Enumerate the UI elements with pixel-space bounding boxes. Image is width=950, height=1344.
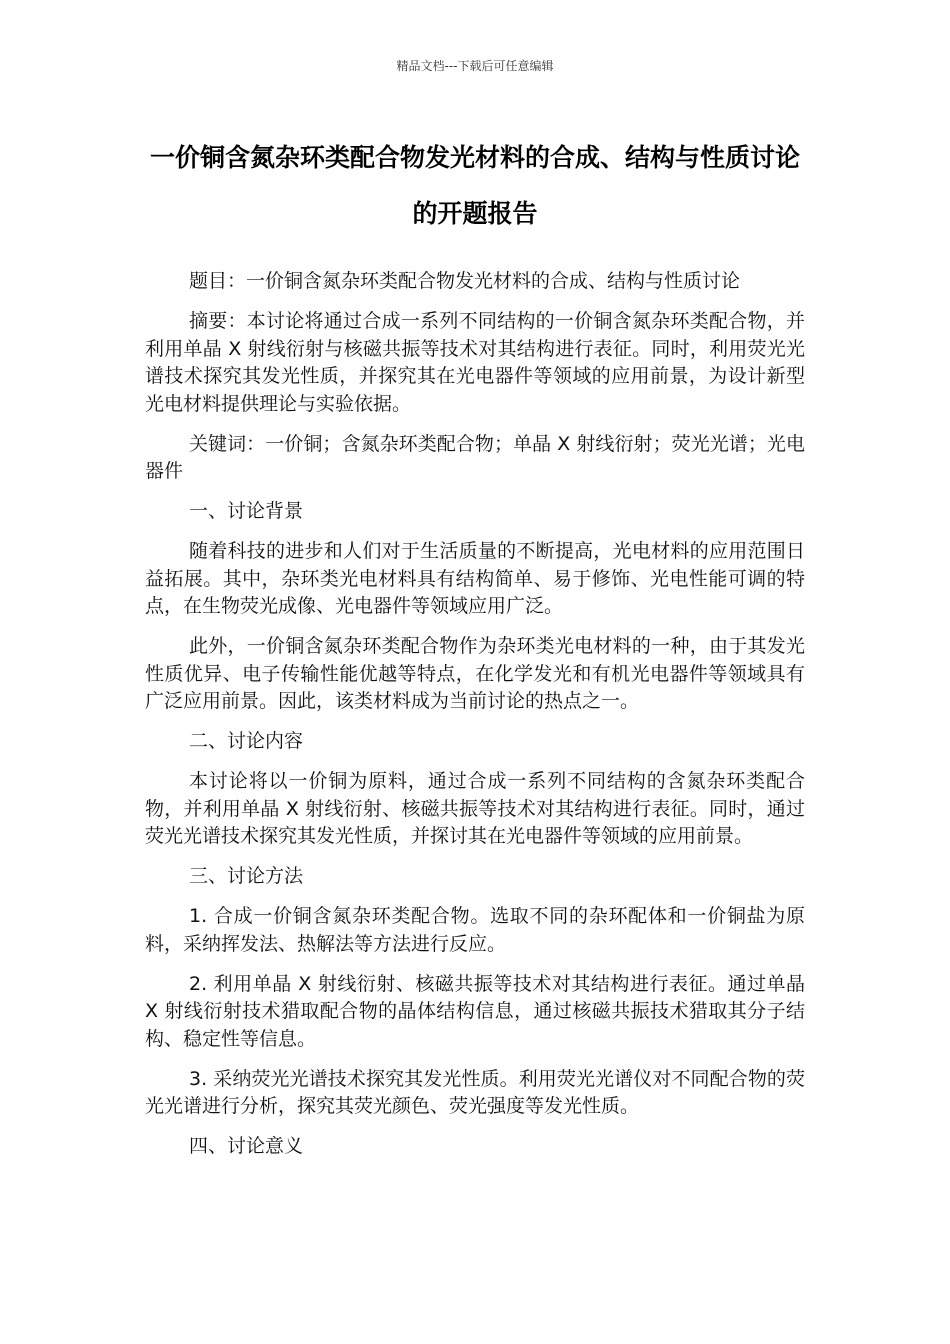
method-item-3: 3. 采纳荧光光谱技术探究其发光性质。利用荧光光谱仪对不同配合物的荧光光谱进行分析，探究其荧光颜色、荧光强度等发光性质。 <box>145 1067 805 1117</box>
method-item-1: 1. 合成一价铜含氮杂环类配合物。选取不同的杂环配体和一价铜盐为原料，采纳挥发法、热解法等方法进行反应。 <box>145 905 805 955</box>
background-paragraph-1: 随着科技的进步和人们对于生活质量的不断提高，光电材料的应用范围日益拓展。其中，杂环类光电材料具有结构简单、易于修饰、光电性能可调的特点，在生物荧光成像、光电器件等领域应用广泛。 <box>145 540 805 617</box>
section-heading-methods: 三、讨论方法 <box>189 865 304 887</box>
topic-paragraph: 题目：一价铜含氮杂环类配合物发光材料的合成、结构与性质讨论 <box>189 270 741 292</box>
keywords-paragraph: 关键词：一价铜；含氮杂环类配合物；单晶 X 射线衍射；荧光光谱；光电器件 <box>145 432 805 482</box>
abstract-paragraph: 摘要：本讨论将通过合成一系列不同结构的一价铜含氮杂环类配合物，并利用单晶 X 射线衍射与核磁共振等技术对其结构进行表征。同时，利用荧光光谱技术探究其发光性质，并探究其在光电器件等领域的应用前景，为设计新型光电材料提供理论与实验依据。 <box>145 310 805 415</box>
method-item-2: 2. 利用单晶 X 射线衍射、核磁共振等技术对其结构进行表征。通过单晶 X 射线衍射技术猎取配合物的晶体结构信息，通过核磁共振技术猎取其分子结构、稳定性等信息。 <box>145 972 805 1050</box>
section-heading-significance: 四、讨论意义 <box>189 1135 304 1157</box>
document-title: 一价铜含氮杂环类配合物发光材料的合成、结构与性质讨论的开题报告 <box>149 143 800 228</box>
section-heading-background: 一、讨论背景 <box>189 500 304 522</box>
background-paragraph-2: 此外，一价铜含氮杂环类配合物作为杂环类光电材料的一种，由于其发光性质优异、电子传输性能优越等特点，在化学发光和有机光电器件等领域具有广泛应用前景。因此，该类材料成为当前讨论的热点之一。 <box>145 635 805 712</box>
page-header-note: 精品文档---下载后可任意编辑 <box>396 59 554 73</box>
content-paragraph: 本讨论将以一价铜为原料，通过合成一系列不同结构的含氮杂环类配合物，并利用单晶 X 射线衍射、核磁共振等技术对其结构进行表征。同时，通过荧光光谱技术探究其发光性质，并探讨其在光电器件等领域的应用前景。 <box>145 770 805 847</box>
document-body <box>145 268 805 1173</box>
section-heading-content: 二、讨论内容 <box>189 730 304 752</box>
